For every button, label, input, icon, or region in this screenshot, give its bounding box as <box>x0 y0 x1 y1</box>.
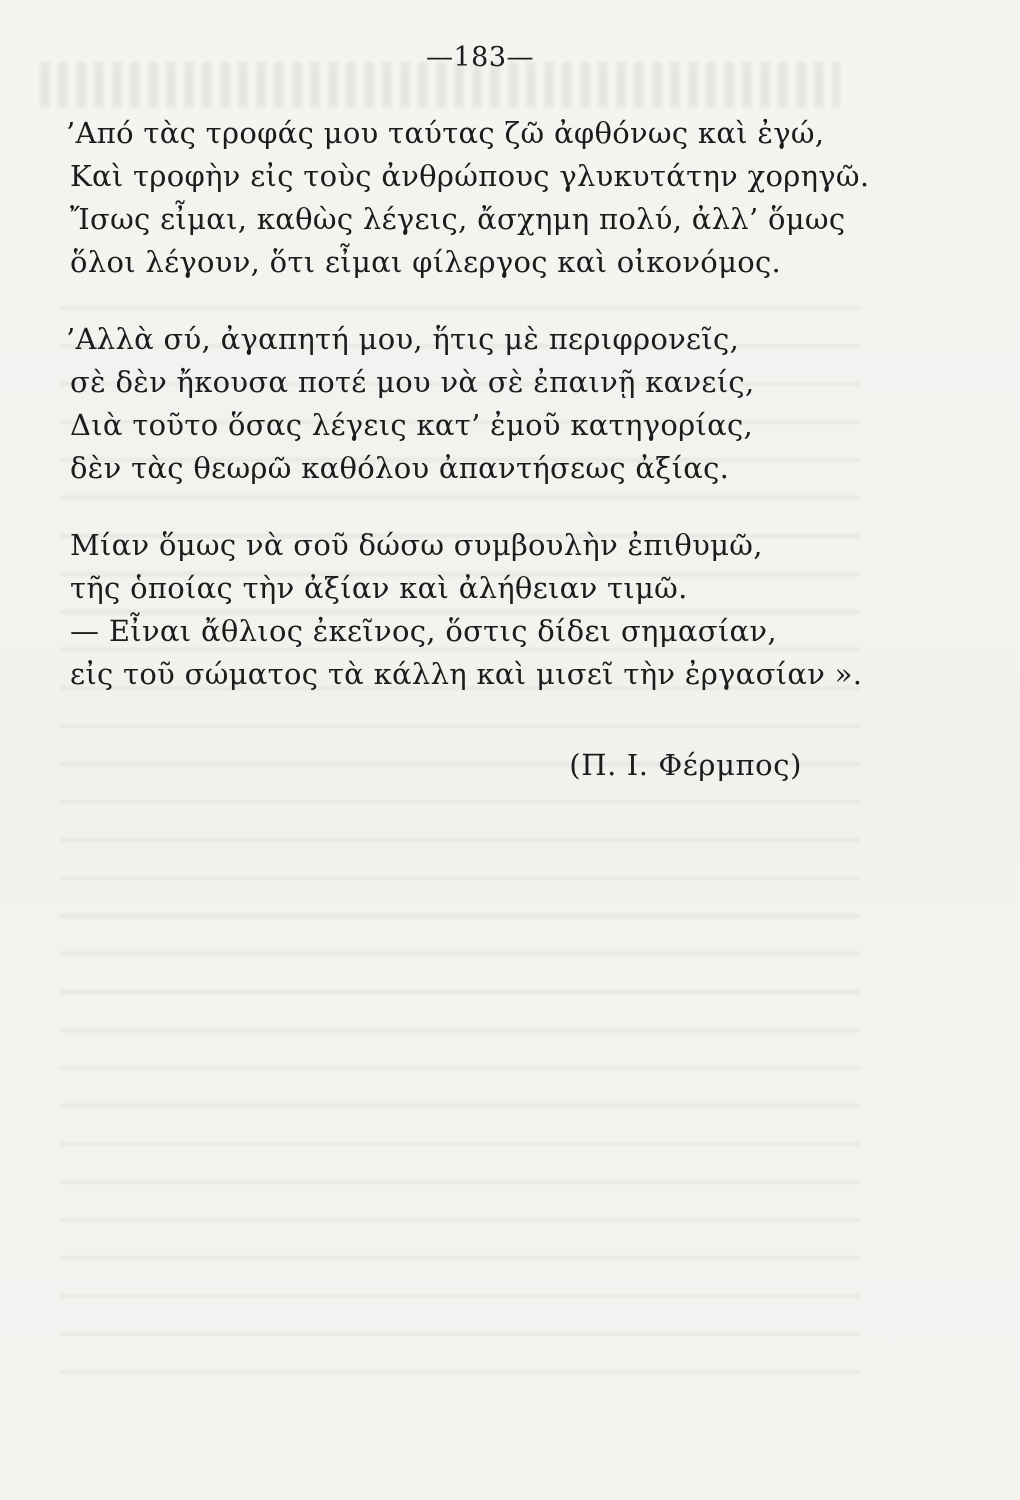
poem-line: δὲν τὰς θεωρῶ καθόλου ἀπαντήσεως ἀξίας. <box>70 451 730 485</box>
poem-line: τῆς ὁποίας τὴν ἀξίαν καὶ ἀλήθειαν τιμῶ. <box>70 571 688 605</box>
poem-line: Ἴσως εἶμαι, καθὼς λέγεις, ἄσχημη πολύ, ἀλλ’ ὅμως <box>70 202 846 236</box>
page-number: —183— <box>425 42 535 73</box>
poem <box>66 112 896 730</box>
stanza-3 <box>66 524 896 696</box>
poem-line: σὲ δὲν ἤκουσα ποτέ μου νὰ σὲ ἐπαινῇ κανείς, <box>70 365 755 399</box>
poem-line: — Εἶναι ἄθλιος ἐκεῖνος, ὅστις δίδει σημασίαν, <box>70 614 777 648</box>
stanza-2 <box>66 318 896 490</box>
poem-line: εἰς τοῦ σώματος τὰ κάλλη καὶ μισεῖ τὴν ἐργασίαν ». <box>70 657 863 691</box>
poem-line: Καὶ τροφὴν εἰς τοὺς ἀνθρώπους γλυκυτάτην χορηγῶ. <box>70 159 870 193</box>
poem-line: ’Αλλὰ σύ, ἀγαπητή μου, ἥτις μὲ περιφρονεῖς, <box>66 322 740 356</box>
poem-signature: (Π. Ι. Φέρμπος) <box>569 748 802 782</box>
poem-line: Μίαν ὅμως νὰ σοῦ δώσω συμβουλὴν ἐπιθυμῶ, <box>70 528 763 562</box>
poem-line: Διὰ τοῦτο ὅσας λέγεις κατ’ ἐμοῦ κατηγορίας, <box>70 408 754 442</box>
stanza-1 <box>66 112 896 284</box>
poem-line: ὅλοι λέγουν, ὅτι εἶμαι φίλεργος καὶ οἰκονόμος. <box>70 245 782 279</box>
poem-line: ’Από τὰς τροφάς μου ταύτας ζῶ ἀφθόνως καὶ ἐγώ, <box>66 116 825 150</box>
